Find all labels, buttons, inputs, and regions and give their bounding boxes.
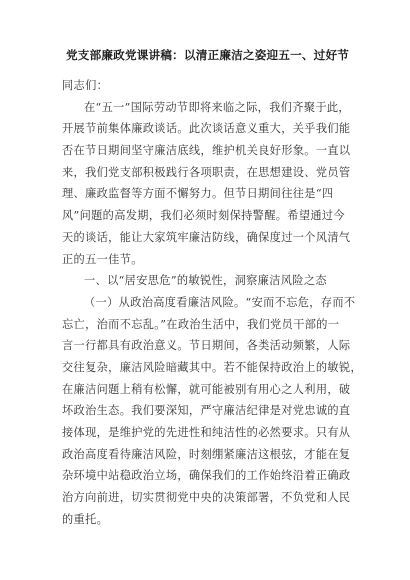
document-body xyxy=(62,75,362,530)
body-line: 在廉洁问题上稍有松懈，就可能被别有用心之人利用，破 xyxy=(62,382,351,396)
body-line: 坏政治生态。我们要深知，严守廉洁纪律是对党忠诚的直 xyxy=(62,404,351,418)
body-line: 的重托。 xyxy=(62,512,109,526)
body-line: 杂环境中站稳政治立场，确保我们的工作始终沿着正确政 xyxy=(62,469,351,483)
body-line: 交往复杂，廉洁风险暗藏其中。若不能保持政治上的敏锐， xyxy=(62,360,362,374)
body-line: 政治高度看待廉洁风险，时刻绷紧廉洁这根弦，才能在复 xyxy=(62,447,351,461)
body-line: 理、廉政监督等方面不懈努力。但节日期间往往是“四 xyxy=(62,187,334,201)
body-line: 在“五一”国际劳动节即将来临之际，我们齐聚于此， xyxy=(84,100,350,114)
subsection-line: （一）从政治高度看廉洁风险。“安而不忘危，存而不 xyxy=(84,295,356,309)
body-line: 忘亡，治而不忘乱。”在政治生活中，我们党员干部的一 xyxy=(62,317,340,331)
document-title: 党支部廉政党课讲稿：以清正廉洁之姿迎五一、过好节 xyxy=(66,48,350,62)
body-line: 治方向前进，切实贯彻党中央的决策部署，不负党和人民 xyxy=(62,491,351,505)
body-line: 开展节前集体廉政谈话。此次谈话意义重大，关乎我们能 xyxy=(62,122,351,136)
section-heading: 一、以“居安思危”的敏锐性，洞察廉洁风险之态 xyxy=(84,274,327,288)
body-line: 风”问题的高发期，我们必须时刻保持警醒。希望通过今 xyxy=(62,209,345,223)
body-line: 正的五一佳节。 xyxy=(62,252,143,266)
body-line: 天的谈话，能让大家筑牢廉洁防线，确保度过一个风清气 xyxy=(62,230,351,244)
body-line: 言一行都具有政治意义。节日期间，各类活动频繁，人际 xyxy=(62,339,351,353)
body-line: 来，我们党支部积极践行各项职责，在思想建设、党员管 xyxy=(62,165,351,179)
salutation: 同志们： xyxy=(62,79,109,92)
body-line: 否在节日期间坚守廉洁底线，维护机关良好形象。一直以 xyxy=(62,144,351,158)
body-line: 接体现，是维护党的先进性和纯洁性的必然要求。只有从 xyxy=(62,426,351,439)
